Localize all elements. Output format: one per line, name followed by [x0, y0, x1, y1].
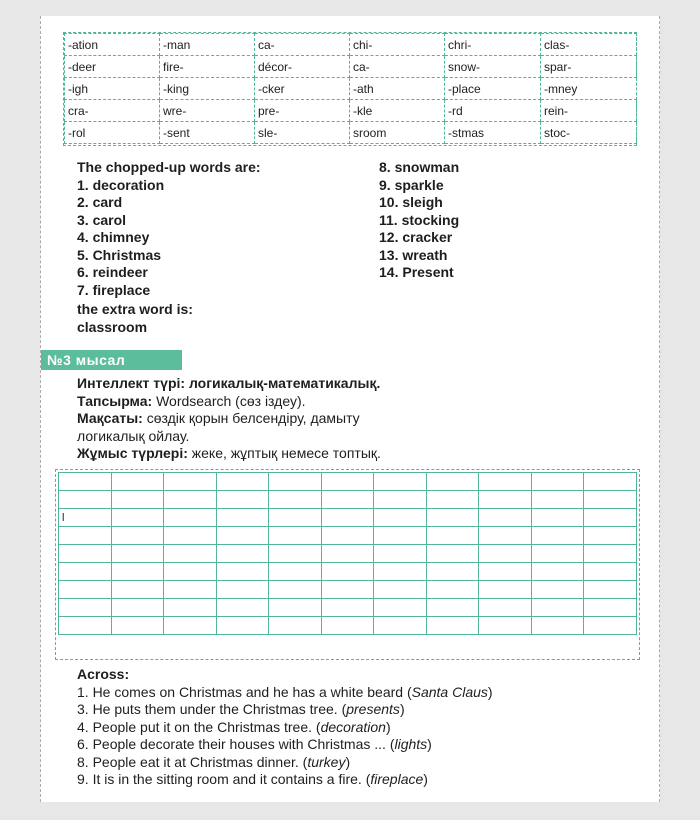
grid-cell[interactable]: [216, 491, 269, 509]
fragment-cell: sle-: [255, 122, 350, 144]
document-page: [40, 16, 660, 802]
fragments-row: [65, 122, 637, 144]
grid-cell[interactable]: [216, 545, 269, 563]
example-banner: №3 мысал: [41, 350, 182, 370]
grid-cell[interactable]: [269, 617, 322, 635]
grid-cell[interactable]: [531, 581, 584, 599]
clue-answer: Santa Claus: [411, 683, 488, 700]
fragments-row: [65, 100, 637, 122]
grid-cell[interactable]: [269, 599, 322, 617]
grid-cell[interactable]: [479, 491, 532, 509]
clue-item: [77, 754, 647, 772]
fragment-cell: -igh: [65, 78, 160, 100]
clue-text: 8. People eat it at Christmas dinner. (: [77, 753, 308, 770]
grid-cell[interactable]: [584, 509, 637, 527]
grid-cell[interactable]: [426, 581, 479, 599]
fragments-row: [65, 78, 637, 100]
fragments-row: [65, 56, 637, 78]
grid-cell[interactable]: [479, 581, 532, 599]
intel-label: Интеллект түрі:: [77, 375, 186, 391]
fragment-cell: ca-: [350, 56, 445, 78]
grid-cell[interactable]: [374, 581, 427, 599]
grid-cell[interactable]: [479, 563, 532, 581]
clue-end: ): [427, 736, 432, 752]
grid-mark: l: [62, 511, 65, 524]
chopped-item: 6. reindeer: [77, 264, 148, 280]
chopped-item: 8. snowman: [379, 159, 460, 175]
grid-cell[interactable]: [426, 491, 479, 509]
grid-cell[interactable]: [321, 545, 374, 563]
grid-cell[interactable]: [374, 473, 427, 491]
fragment-cell: ca-: [255, 34, 350, 56]
grid-cell[interactable]: [111, 617, 164, 635]
grid-cell[interactable]: [269, 545, 322, 563]
clue-item: [77, 736, 647, 754]
clue-end: ): [423, 771, 428, 787]
grid-cell[interactable]: [111, 599, 164, 617]
clue-item: [77, 771, 647, 789]
clue-text: 6. People decorate their houses with Christmas ... (: [77, 736, 395, 752]
chopped-item: 9. sparkle: [379, 176, 444, 193]
fragments-table: [64, 33, 637, 144]
grid-row: [59, 599, 637, 617]
grid-cell[interactable]: [59, 581, 112, 599]
grid-cell[interactable]: [374, 491, 427, 509]
grid-cell[interactable]: [164, 527, 217, 545]
grid-cell[interactable]: [584, 491, 637, 509]
fragment-cell: -kle: [350, 100, 445, 122]
grid-cell[interactable]: [426, 509, 479, 527]
fragment-cell: rein-: [541, 100, 637, 122]
grid-cell[interactable]: [164, 509, 217, 527]
grid-cell[interactable]: [531, 617, 584, 635]
fragment-cell: -mney: [541, 78, 637, 100]
wordsearch-frame: [55, 469, 640, 660]
fragment-cell: sroom: [350, 122, 445, 144]
wordsearch-grid: [58, 472, 637, 635]
grid-cell[interactable]: [164, 617, 217, 635]
grid-cell[interactable]: [321, 491, 374, 509]
grid-cell[interactable]: [216, 581, 269, 599]
grid-cell[interactable]: [584, 581, 637, 599]
chopped-item: 7. fireplace: [77, 281, 151, 298]
grid-cell[interactable]: [59, 563, 112, 581]
grid-cell[interactable]: [164, 491, 217, 509]
grid-cell[interactable]: [216, 527, 269, 545]
grid-cell[interactable]: [269, 563, 322, 581]
fragment-cell: stoc-: [541, 122, 637, 144]
task-label: Тапсырма:: [77, 392, 153, 409]
grid-cell[interactable]: [269, 527, 322, 545]
grid-cell[interactable]: [321, 563, 374, 581]
grid-cell[interactable]: [216, 509, 269, 527]
grid-cell[interactable]: [164, 545, 217, 563]
fragment-cell: cra-: [65, 100, 160, 122]
clue-text: 3. He puts them under the Christmas tree. (: [77, 701, 347, 717]
grid-cell[interactable]: [59, 491, 112, 509]
fragment-cell: pre-: [255, 100, 350, 122]
grid-cell[interactable]: [479, 617, 532, 635]
grid-cell[interactable]: [374, 617, 427, 635]
grid-cell[interactable]: [531, 527, 584, 545]
chopped-item: 11. stocking: [379, 211, 460, 228]
fragment-cell: décor-: [255, 56, 350, 78]
fragment-cell: -ath: [350, 78, 445, 100]
grid-cell[interactable]: [59, 545, 112, 563]
grid-cell[interactable]: [164, 599, 217, 617]
clue-answer: presents: [346, 701, 400, 717]
grid-cell[interactable]: [426, 617, 479, 635]
grid-cell[interactable]: [321, 617, 374, 635]
grid-cell[interactable]: [59, 617, 112, 635]
grid-row: [59, 545, 637, 563]
grid-cell[interactable]: [216, 563, 269, 581]
grid-cell[interactable]: [584, 473, 637, 491]
grid-cell[interactable]: [164, 563, 217, 581]
task-value: Wordsearch (сөз іздеу).: [156, 392, 306, 409]
grid-cell[interactable]: [479, 527, 532, 545]
goal-value: сөздік қорын белсендіру, дамыту: [146, 410, 360, 426]
fragment-cell: -sent: [160, 122, 255, 144]
grid-cell[interactable]: [321, 527, 374, 545]
grid-cell[interactable]: [479, 545, 532, 563]
grid-cell[interactable]: [374, 563, 427, 581]
chopped-item: 13. wreath: [379, 246, 448, 263]
grid-cell[interactable]: [426, 545, 479, 563]
clue-answer: decoration: [320, 718, 386, 735]
chopped-item: 14. Present: [379, 264, 454, 280]
grid-cell[interactable]: [531, 599, 584, 617]
grid-row: [59, 581, 637, 599]
grid-cell[interactable]: [111, 545, 164, 563]
fragment-cell: snow-: [445, 56, 541, 78]
chopped-item: 2. card: [77, 194, 123, 210]
grid-cell[interactable]: [111, 527, 164, 545]
clue-end: ): [385, 718, 391, 735]
clue-item: [77, 719, 647, 737]
extra-word: classroom: [77, 318, 148, 335]
chopped-item: 1. decoration: [77, 176, 165, 193]
clue-text: 9. It is in the sitting room and it contains a fire. (: [77, 771, 371, 787]
grid-cell[interactable]: [374, 509, 427, 527]
grid-row: [59, 563, 637, 581]
grid-cell[interactable]: [111, 491, 164, 509]
grid-cell[interactable]: [374, 599, 427, 617]
grid-cell[interactable]: [584, 563, 637, 581]
grid-row: [59, 527, 637, 545]
grid-cell[interactable]: [479, 473, 532, 491]
clue-item: [77, 701, 647, 719]
example-info: [77, 375, 637, 463]
fragment-cell: wre-: [160, 100, 255, 122]
grid-cell[interactable]: [269, 581, 322, 599]
clue-text: 1. He comes on Christmas and he has a white beard (: [77, 683, 412, 700]
grid-cell[interactable]: [216, 473, 269, 491]
fragment-cell: -rol: [65, 122, 160, 144]
chopped-item: 10. sleigh: [379, 194, 443, 210]
across-clues: [77, 666, 647, 789]
extra-word-label: the extra word is:: [77, 301, 193, 317]
fragments-table-frame: [63, 32, 637, 146]
grid-cell[interactable]: [531, 563, 584, 581]
fragment-cell: -ation: [65, 34, 160, 56]
chopped-title: The chopped-up words are:: [77, 159, 261, 175]
grid-cell[interactable]: [269, 509, 322, 527]
fragment-cell: -king: [160, 78, 255, 100]
grid-cell[interactable]: [584, 617, 637, 635]
grid-cell[interactable]: [426, 527, 479, 545]
grid-cell[interactable]: [479, 599, 532, 617]
intel-value: логикалық-математикалық.: [188, 375, 381, 391]
grid-cell[interactable]: [531, 473, 584, 491]
fragment-cell: -man: [160, 34, 255, 56]
grid-cell[interactable]: [216, 599, 269, 617]
clue-answer: fireplace: [370, 771, 424, 787]
grid-cell[interactable]: [269, 491, 322, 509]
grid-row: [59, 509, 637, 527]
fragment-cell: clas-: [541, 34, 637, 56]
grid-cell[interactable]: [216, 617, 269, 635]
across-title: Across:: [77, 666, 130, 682]
grid-row: [59, 473, 637, 491]
fragment-cell: -deer: [65, 56, 160, 78]
chopped-words-left: [77, 159, 367, 336]
fragment-cell: fire-: [160, 56, 255, 78]
chopped-words-right: [379, 159, 619, 282]
grid-row: [59, 617, 637, 635]
grid-cell[interactable]: [59, 599, 112, 617]
grid-cell[interactable]: [111, 473, 164, 491]
clue-answer: lights: [394, 736, 428, 752]
grid-cell[interactable]: [59, 473, 112, 491]
chopped-item: 3. carol: [77, 211, 127, 228]
grid-row: [59, 491, 637, 509]
fragment-cell: chi-: [350, 34, 445, 56]
fragment-cell: -rd: [445, 100, 541, 122]
grid-cell[interactable]: [374, 527, 427, 545]
grid-cell[interactable]: [584, 599, 637, 617]
clue-end: ): [345, 753, 351, 770]
clue-item: [77, 684, 647, 702]
grid-cell[interactable]: [426, 563, 479, 581]
fragment-cell: chri-: [445, 34, 541, 56]
fragment-cell: -cker: [255, 78, 350, 100]
grid-cell[interactable]: [164, 581, 217, 599]
grid-cell[interactable]: [426, 473, 479, 491]
chopped-item: 4. chimney: [77, 229, 150, 245]
grid-cell[interactable]: [584, 527, 637, 545]
grid-cell[interactable]: [531, 509, 584, 527]
grid-cell[interactable]: [479, 509, 532, 527]
grid-cell[interactable]: [584, 545, 637, 563]
grid-cell[interactable]: [426, 599, 479, 617]
clue-answer: turkey: [307, 753, 346, 770]
fragment-cell: -place: [445, 78, 541, 100]
goal-value-cont: логикалық ойлау.: [77, 427, 190, 444]
grid-cell[interactable]: [111, 509, 164, 527]
grid-cell[interactable]: [321, 599, 374, 617]
grid-cell[interactable]: [111, 581, 164, 599]
grid-cell[interactable]: [321, 509, 374, 527]
grid-cell[interactable]: [59, 509, 112, 527]
goal-label: Мақсаты:: [77, 410, 143, 426]
fragments-row: [65, 34, 637, 56]
fragment-cell: -stmas: [445, 122, 541, 144]
grid-cell[interactable]: [111, 563, 164, 581]
work-value: жеке, жұптық немесе топтық.: [191, 445, 381, 461]
chopped-item: 5. Christmas: [77, 246, 162, 263]
work-label: Жұмыс түрлері:: [77, 445, 188, 461]
grid-cell[interactable]: [321, 581, 374, 599]
chopped-item: 12. cracker: [379, 229, 453, 245]
grid-cell[interactable]: [374, 545, 427, 563]
grid-cell[interactable]: [531, 491, 584, 509]
clue-end: ): [487, 683, 493, 700]
grid-cell[interactable]: [531, 545, 584, 563]
grid-cell[interactable]: [59, 527, 112, 545]
grid-cell[interactable]: [321, 473, 374, 491]
fragment-cell: spar-: [541, 56, 637, 78]
clue-end: ): [399, 701, 405, 717]
grid-cell[interactable]: [269, 473, 322, 491]
clue-text: 4. People put it on the Christmas tree. (: [77, 718, 321, 735]
grid-cell[interactable]: [164, 473, 217, 491]
